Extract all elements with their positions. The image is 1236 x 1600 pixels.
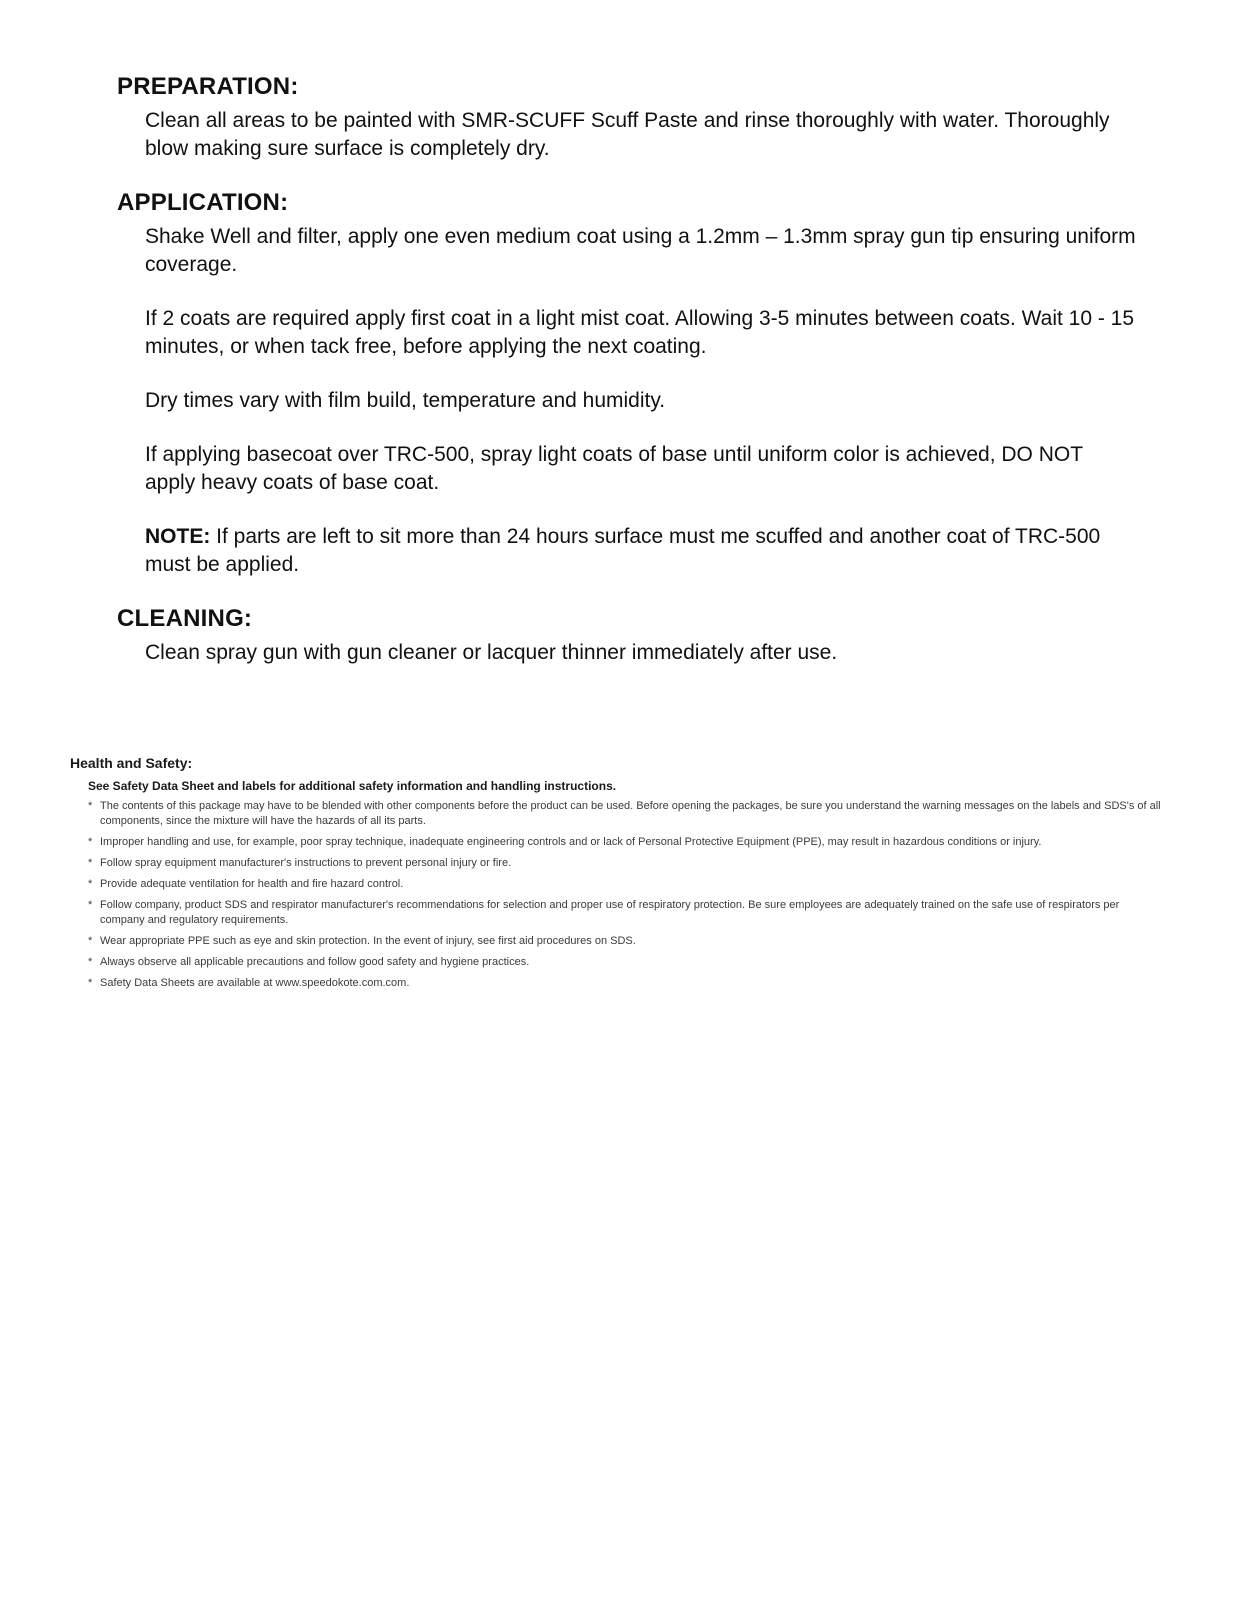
safety-bullet-text: Follow company, product SDS and respirator manufacturer's recommendations for selection and proper use of respiratory protection. Be sure employees are adequately trained on the safe use of respirators per company and regulatory requirements. — [100, 899, 1120, 926]
section-cleaning — [117, 605, 1136, 667]
safety-bullet-item — [70, 877, 1166, 892]
safety-bullet-text: Always observe all applicable precautions and follow good safety and hygiene practices. — [100, 956, 530, 968]
application-paragraph-3: Dry times vary with film build, temperature and humidity. — [145, 389, 666, 412]
asterisk-bullet-icon: * — [88, 899, 93, 911]
safety-bullet-text: Improper handling and use, for example, poor spray technique, inadequate engineering controls and or lack of Personal Protective Equipment (PPE), may result in hazardous conditions or injury. — [100, 836, 1042, 848]
health-safety-section — [70, 755, 1166, 991]
section-application — [117, 189, 1136, 579]
health-safety-bullet-list — [70, 799, 1166, 991]
asterisk-bullet-icon: * — [88, 800, 93, 812]
instructions-body — [117, 73, 1136, 667]
asterisk-bullet-icon: * — [88, 878, 93, 890]
section-preparation — [117, 73, 1136, 163]
asterisk-bullet-icon: * — [88, 857, 93, 869]
cleaning-paragraph: Clean spray gun with gun cleaner or lacquer thinner immediately after use. — [145, 641, 838, 664]
asterisk-bullet-icon: * — [88, 935, 93, 947]
application-paragraph-4: If applying basecoat over TRC-500, spray light coats of base until uniform color is achieved, DO NOT apply heavy coats of base coat. — [145, 443, 1083, 494]
application-heading: APPLICATION: — [117, 189, 289, 216]
application-note — [117, 523, 1136, 579]
safety-bullet-text: Provide adequate ventilation for health and fire hazard control. — [100, 878, 404, 890]
health-safety-heading: Health and Safety: — [70, 755, 193, 771]
safety-bullet-item — [70, 856, 1166, 871]
safety-bullet-text: The contents of this package may have to be blended with other components before the product can be used. Before opening the packages, be sure you understand the warning messages on the labels and SDS's of all components, since the mixture will have the hazards of all its parts. — [100, 800, 1161, 827]
preparation-paragraph: Clean all areas to be painted with SMR-SCUFF Scuff Paste and rinse thoroughly with water. Thoroughly blow making sure surface is completely dry. — [145, 109, 1110, 160]
application-paragraph-1: Shake Well and filter, apply one even medium coat using a 1.2mm – 1.3mm spray gun tip ensuring uniform coverage. — [145, 225, 1136, 276]
safety-bullet-text: Safety Data Sheets are available at www.speedokote.com.com. — [100, 977, 410, 989]
health-safety-intro: See Safety Data Sheet and labels for additional safety information and handling instructions. — [88, 779, 617, 793]
safety-bullet-text: Follow spray equipment manufacturer's instructions to prevent personal injury or fire. — [100, 857, 512, 869]
safety-bullet-item — [70, 934, 1166, 949]
safety-bullet-item — [70, 955, 1166, 970]
note-label: NOTE: — [145, 525, 211, 548]
cleaning-heading: CLEANING: — [117, 605, 253, 632]
asterisk-bullet-icon: * — [88, 977, 93, 989]
preparation-heading: PREPARATION: — [117, 73, 299, 100]
safety-bullet-item — [70, 898, 1166, 928]
safety-bullet-item — [70, 976, 1166, 991]
safety-bullet-text: Wear appropriate PPE such as eye and skin protection. In the event of injury, see first aid procedures on SDS. — [100, 935, 636, 947]
asterisk-bullet-icon: * — [88, 956, 93, 968]
safety-bullet-item — [70, 835, 1166, 850]
note-text: If parts are left to sit more than 24 hours surface must me scuffed and another coat of TRC-500 must be applied. — [145, 525, 1101, 576]
application-paragraph-2: If 2 coats are required apply first coat in a light mist coat. Allowing 3-5 minutes between coats. Wait 10 - 15 minutes, or when tack free, before applying the next coating. — [145, 307, 1135, 358]
asterisk-bullet-icon: * — [88, 836, 93, 848]
safety-bullet-item — [70, 799, 1166, 829]
